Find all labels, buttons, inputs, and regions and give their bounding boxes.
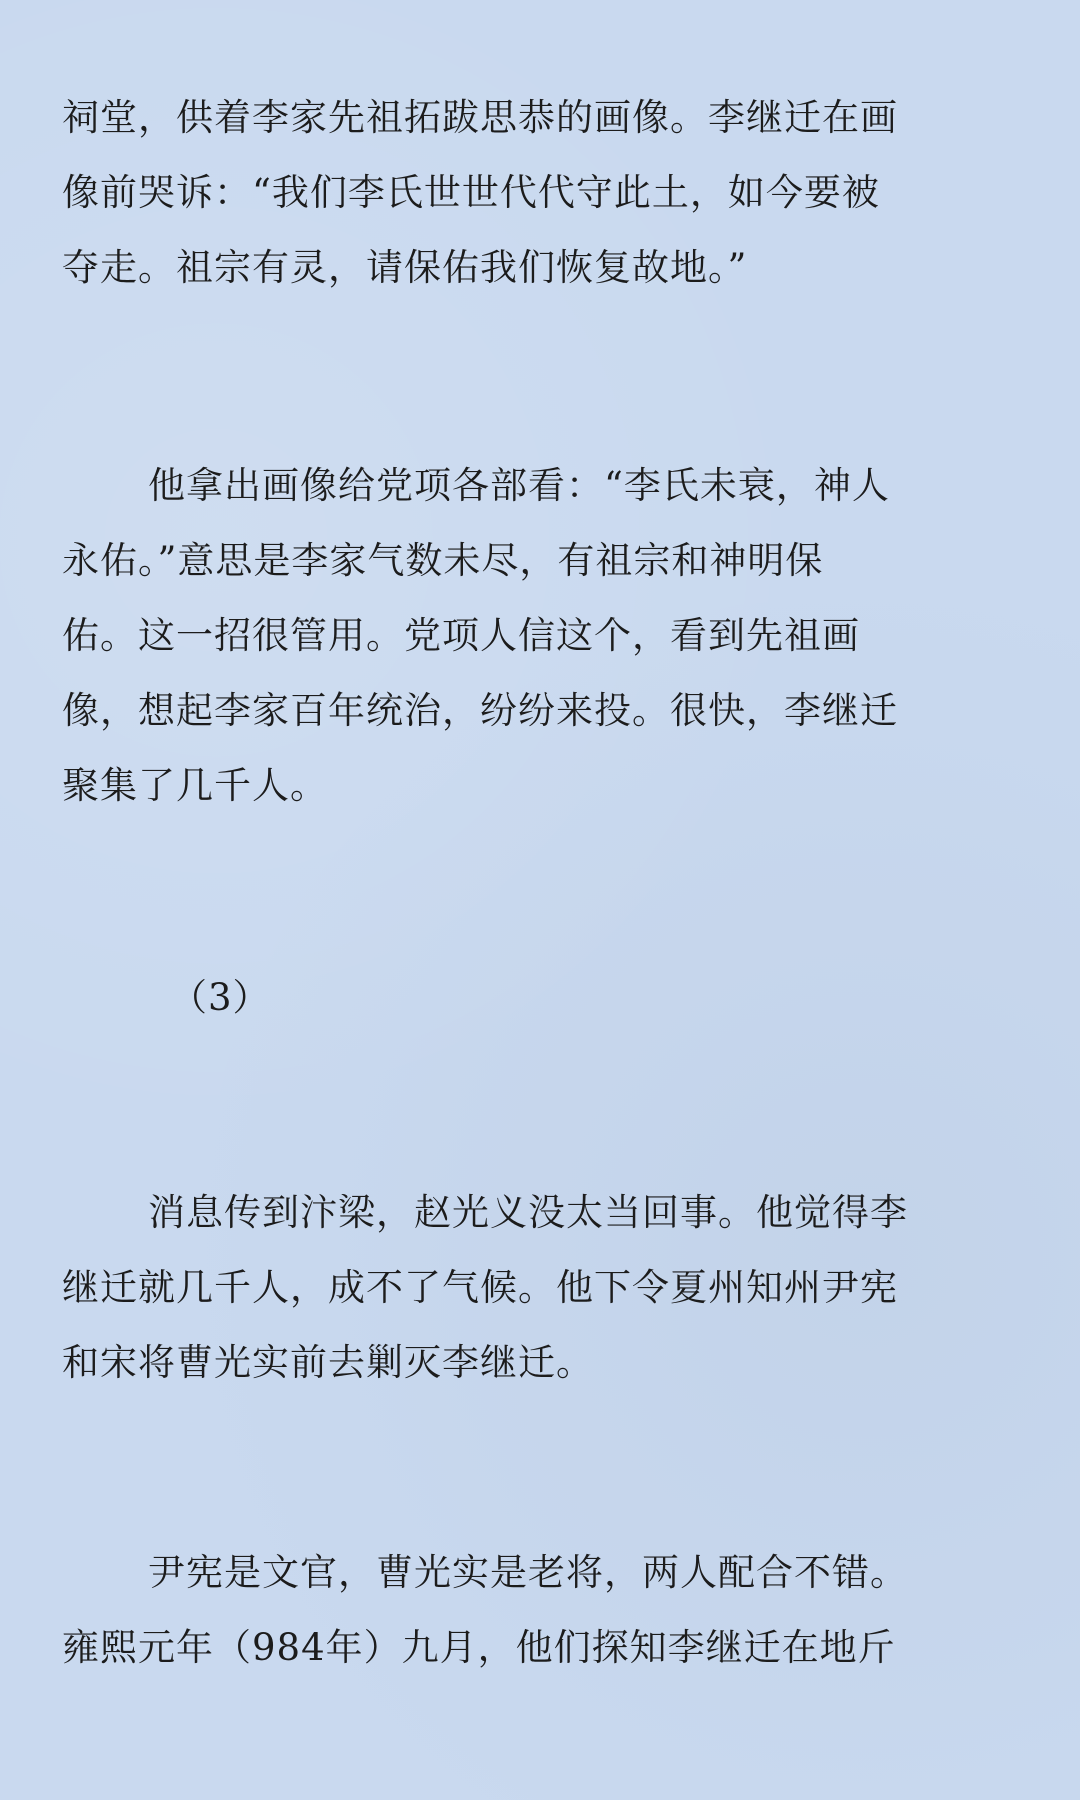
text-line: 和宋将曹光实前去剿灭李继迁。 <box>62 1341 594 1384</box>
text-line: 聚集了几千人。 <box>62 764 328 807</box>
text-line: 永佑。”意思是李家气数未尽，有祖宗和神明保 <box>62 539 824 582</box>
text-line: 夺走。祖宗有灵，请保佑我们恢复故地。” <box>62 246 748 289</box>
text-line: 继迁就几千人，成不了气候。他下令夏州知州尹宪 <box>62 1266 898 1309</box>
text-line: 像前哭诉：“我们李氏世世代代守此土，如今要被 <box>62 171 880 214</box>
text-line: 佑。这一招很管用。党项人信这个，看到先祖画 <box>62 614 860 657</box>
text-line: 祠堂，供着李家先祖拓跋思恭的画像。李继迁在画 <box>62 96 898 139</box>
paragraph <box>62 1175 1022 1400</box>
text-line: 他拿出画像给党项各部看：“李氏未衰，神人 <box>148 464 890 507</box>
paragraph <box>62 80 1022 305</box>
text-line: 像，想起李家百年统治，纷纷来投。很快，李继迁 <box>62 689 898 732</box>
paragraph <box>62 448 1022 823</box>
text-line: 雍熙元年（984年）九月，他们探知李继迁在地斤 <box>62 1626 896 1669</box>
text-line: 尹宪是文官，曹光实是老将，两人配合不错。 <box>148 1551 908 1594</box>
paragraph <box>62 1535 1022 1685</box>
section-number-text: （3） <box>170 976 271 1019</box>
text-line: 消息传到汴梁，赵光义没太当回事。他觉得李 <box>148 1191 908 1234</box>
section-number <box>170 960 370 1035</box>
